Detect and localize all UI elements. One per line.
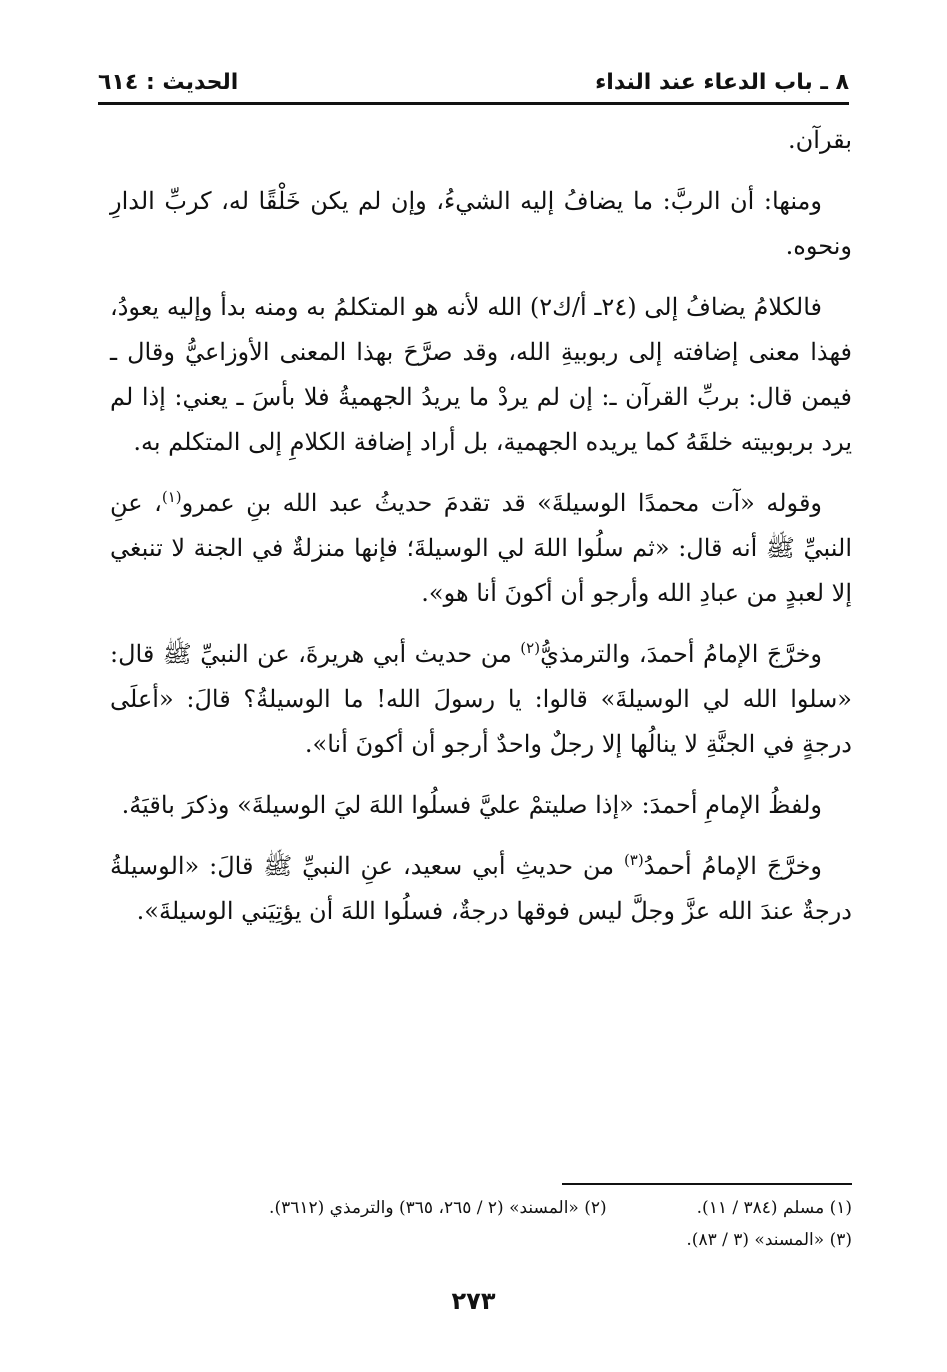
footnote-marker[interactable]: (١) [161,488,182,506]
running-header [98,62,849,102]
main-text [110,118,852,950]
paragraph: ومنها: أن الربَّ: ما يضافُ إليه الشيءُ، وإن لم يكن خَلْقًا له، كربِّ الدارِ ونحوه. [110,187,852,260]
paragraph: وخرَّجَ الإمامُ أحمدُ$^{(٣)}$ من حديثِ أبي سعيد، عنِ النبيِّ ﷺ قالَ: «الوسيلةُ درجةٌ عندَ الله عزَّ وجلَّ ليس فوقها درجةٌ، فسلُوا اللهَ أن يؤتِيَني الوسيلةَ». [110,851,852,925]
footnote-3: (٣) «المسند» (٣ / ٨٣). [686,1230,852,1250]
paragraph: وقوله «آت محمدًا الوسيلةَ» قد تقدمَ حديثُ عبد الله بنِ عمرو$^{(١)}$، عنِ النبيِّ ﷺ أنه قال: «ثم سلُوا اللهَ لي الوسيلةَ؛ فإنها منزلةٌ في الجنة لا تنبغي إلا لعبدٍ من عبادِ الله وأرجو أن أكونَ أنا هو». [110,488,852,607]
paragraph: ولفظُ الإمامِ أحمدَ: «إذا صليتمْ عليَّ فسلُوا اللهَ ليَ الوسيلةَ» وذكرَ باقيَهُ. [121,791,822,819]
footnote-1: (١) مسلم (٣٨٤ / ١١). [696,1198,852,1218]
page-number: ٢٧٣ [451,1287,496,1315]
paragraph: بقرآن. [788,126,852,154]
footnote-marker[interactable]: (٣) [623,851,644,869]
footnote-marker[interactable]: (٢) [520,639,541,657]
header-rule [98,102,849,105]
footnote-row [110,1192,852,1224]
footnotes [110,1192,852,1256]
chapter-title: ٨ ـ باب الدعاء عند النداء [595,69,849,95]
paragraph: فالكلامُ يضافُ إلى (٢٤ـ أ/ك٢) الله لأنه هو المتكلمُ به ومنه بدأ وإليه يعودُ، فهذا معنى إضافته إلى ربوبيةِ الله، وقد صرَّحَ بهذا المعنى الأوزاعيُّ وقال ـ فيمن قال: بربِّ القرآن ـ: إن لم يردْ ما يريدُ الجهميةُ فلا بأسَ ـ يعني: إذا لم يرد بربوبيته خلقَهُ كما يريده الجهمية، بل أراد إضافة الكلامِ إلى المتكلم به. [110,293,852,456]
paragraph: وخرَّجَ الإمامُ أحمدَ، والترمذيُّ$^{(٢)}$ من حديث أبي هريرةَ، عن النبيِّ ﷺ قال: «سلوا الله لي الوسيلةَ» قالوا: يا رسولَ الله! ما الوسيلةُ؟ قالَ: «أعلَى درجةٍ في الجنَّةِ لا ينالُها إلا رجلٌ واحدٌ أرجو أن أكونَ أنا». [110,639,852,758]
hadith-number: الحديث : ٦١٤ [98,69,239,95]
footnote-rule [562,1183,852,1185]
footnote-2: (٢) «المسند» (٢ / ٢٦٥، ٣٦٥) والترمذي (٣٦١٢). [269,1198,607,1218]
footnote-row [110,1224,852,1256]
